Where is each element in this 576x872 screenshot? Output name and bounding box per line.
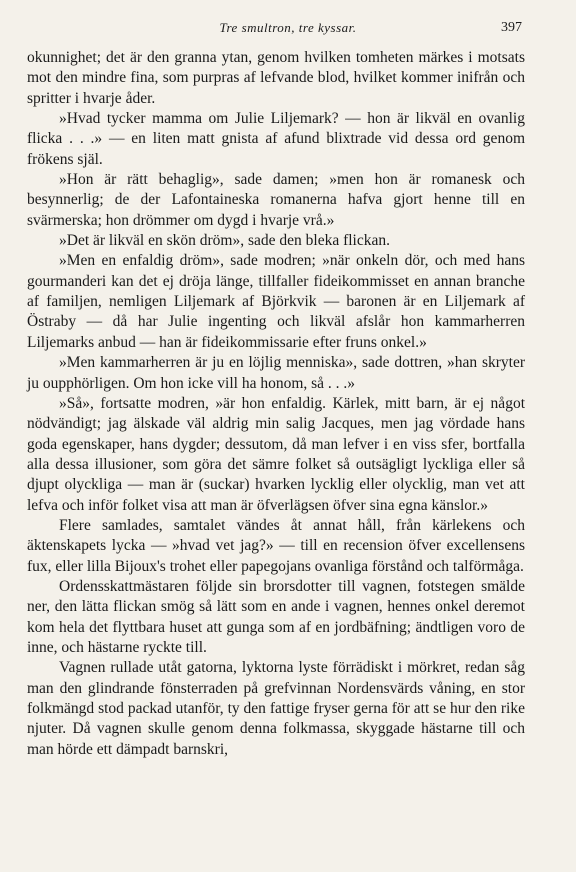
page-number: 397	[501, 20, 522, 35]
paragraph: »Det är likväl en skön dröm», sade den bleka flickan.	[59, 232, 390, 250]
body-text	[27, 48, 525, 760]
page-header	[0, 20, 576, 42]
paragraph: »Men en enfaldig dröm», sade modren; »när onkeln dör, och med hans gourmanderi kan det ej dröja länge, tillfaller fideikommisset en annan branche af familjen, nemligen Liljemark af Björkvik — baronen är en Liljemark af Östraby — då har Julie ingenting och likväl afslår hon kammarherren Liljemarks anbud — han är fideikommissarie efter fruns onkel.»	[27, 252, 525, 351]
paragraph: »Hvad tycker mamma om Julie Liljemark? — hon är likväl en ovanlig flicka . . .» — en liten matt gnista af afund blixtrade vid dessa ord genom frökens själ.	[27, 110, 525, 168]
paragraph: »Hon är rätt behaglig», sade damen; »men hon är romanesk och besynnerlig; de der Lafontaineska romanerna hafva gjort henne till en svärmerska; hon drömmer om dygd i hvarje vrå.»	[27, 171, 525, 229]
running-title: Tre smultron, tre kyssar.	[219, 20, 357, 35]
paragraph: okunnighet; det är den granna ytan, genom hvilken tomheten märkes i motsats mot den mindre fina, som purpras af lefvande blod, hvilket kommer inifrån och spritter i hvarje åder.	[27, 49, 525, 107]
paragraph: »Så», fortsatte modren, »är hon enfaldig. Kärlek, mitt barn, är ej något nödvändigt; jag älskade väl aldrig min salig Jacques, men jag vördade hans goda egenskaper, hans dygder; dessutom, då man lefver i en viss sfer, bortfalla alla dessa illusioner, som göra det sämre folket så outsägligt lyckliga eller så djupt olyckliga — man är (suckar) hvarken lycklig eller olycklig, man vet att lefva och inför folket visa att man är öfverlägsen öfver sina egna känslor.»	[27, 394, 525, 514]
paragraph: Ordensskattmästaren följde sin brorsdotter till vagnen, fotstegen smälde ner, den lätta flickan smög så lätt som en ande i vagnen, hennes onkel deremot kom hela det flyttbara huset att gunga som af en jordbäfning; ändtligen voro de inne, och hästarne ryckte till.	[27, 577, 525, 656]
paragraph: Flere samlades, samtalet vändes åt annat håll, från kärlekens och äktenskapets lycka — »hvad vet jag?» — till en recension öfver excellensens fux, eller lilla Bijoux's trohet eller papegojans ovanliga förstånd och talförmåga.	[27, 516, 525, 575]
paragraph: Vagnen rullade utåt gatorna, lyktorna lyste förrädiskt i mörkret, redan såg man den glindrande fönsterraden på grefvinnan Nordensvärds våning, en stor folkmängd stod packad utanför, ty den fattige fryser gerna för att se hur den rike njuter. Då vagnen skulle genom denna folkmassa, skyggade hästarne till och man hörde ett dämpadt barnskri,	[27, 659, 525, 758]
paragraph: »Men kammarherren är ju en löjlig menniska», sade dottren, »han skryter ju oupphörligen. Om hon icke vill ha honom, så . . .»	[27, 354, 525, 392]
